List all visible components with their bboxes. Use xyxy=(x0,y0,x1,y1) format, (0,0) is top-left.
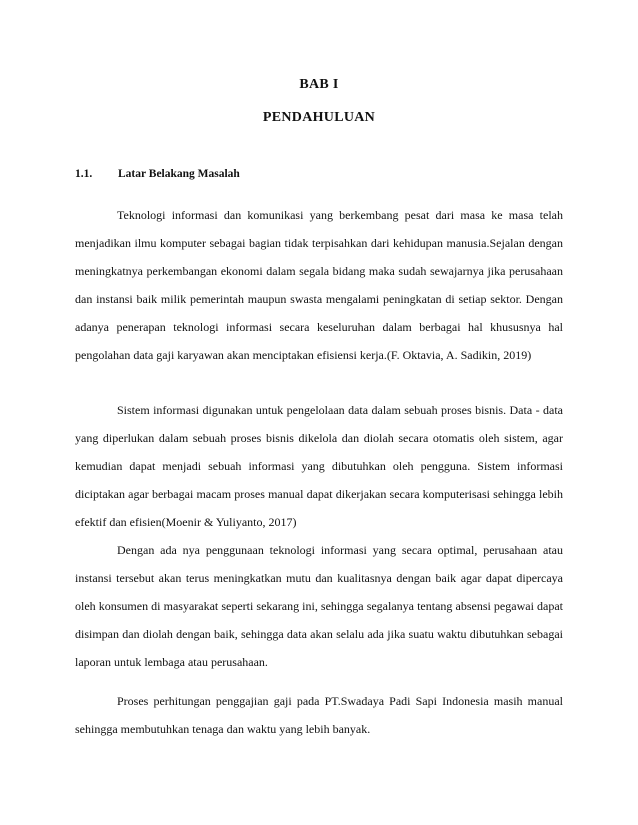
chapter-title: PENDAHULUAN xyxy=(262,110,376,125)
paragraph-3: Dengan ada nya penggunaan teknologi informasi yang secara optimal, perusahaan atau instansi tersebut akan terus meningkatkan mutu dan kualitasnya dengan baik agar dapat dipercaya oleh konsumen di masyarakat seperti sekarang ini, sehingga segalanya tentang absensi pegawai dapat disimpan dan diolah dengan baik, sehingga data akan selalu ada jika suatu waktu dibutuhkan sebagai laporan untuk lembaga atau perusahaan. xyxy=(75,543,563,670)
paragraph-1: Teknologi informasi dan komunikasi yang berkembang pesat dari masa ke masa telah menjadikan ilmu komputer sebagai bagian tidak terpisahkan dari kehidupan manusia.Sejalan dengan meningkatnya perkembangan ekonomi dalam segala bidang maka sudah sewajarnya jika perusahaan dan instansi baik milik pemerintah maupun swasta mengalami peningkatan di setiap sektor. Dengan adanya penerapan teknologi informasi secara keseluruhan dalam berbagai hal khususnya hal pengolahan data gaji karyawan akan menciptakan efisiensi kerja.(F. Oktavia, A. Sadikin, 2019) xyxy=(75,208,563,363)
paragraph-2: Sistem informasi digunakan untuk pengelolaan data dalam sebuah proses bisnis. Data - data yang diperlukan dalam sebuah proses bisnis dikelola dan diolah secara otomatis oleh sistem, agar kemudian dapat menjadi sebuah informasi yang dibutuhkan oleh pengguna. Sistem informasi diciptakan agar berbagai macam proses manual dapat dikerjakan secara komputerisasi sehingga lebih efektif dan efisien(Moenir & Yuliyanto, 2017) xyxy=(75,403,563,530)
section-title: Latar Belakang Masalah xyxy=(118,168,240,180)
paragraph-4: Proses perhitungan penggajian gaji pada PT.Swadaya Padi Sapi Indonesia masih manual sehingga membutuhkan tenaga dan waktu yang lebih banyak. xyxy=(75,694,563,737)
chapter-number: BAB I xyxy=(299,77,339,92)
section-number: 1.1. xyxy=(75,168,93,180)
